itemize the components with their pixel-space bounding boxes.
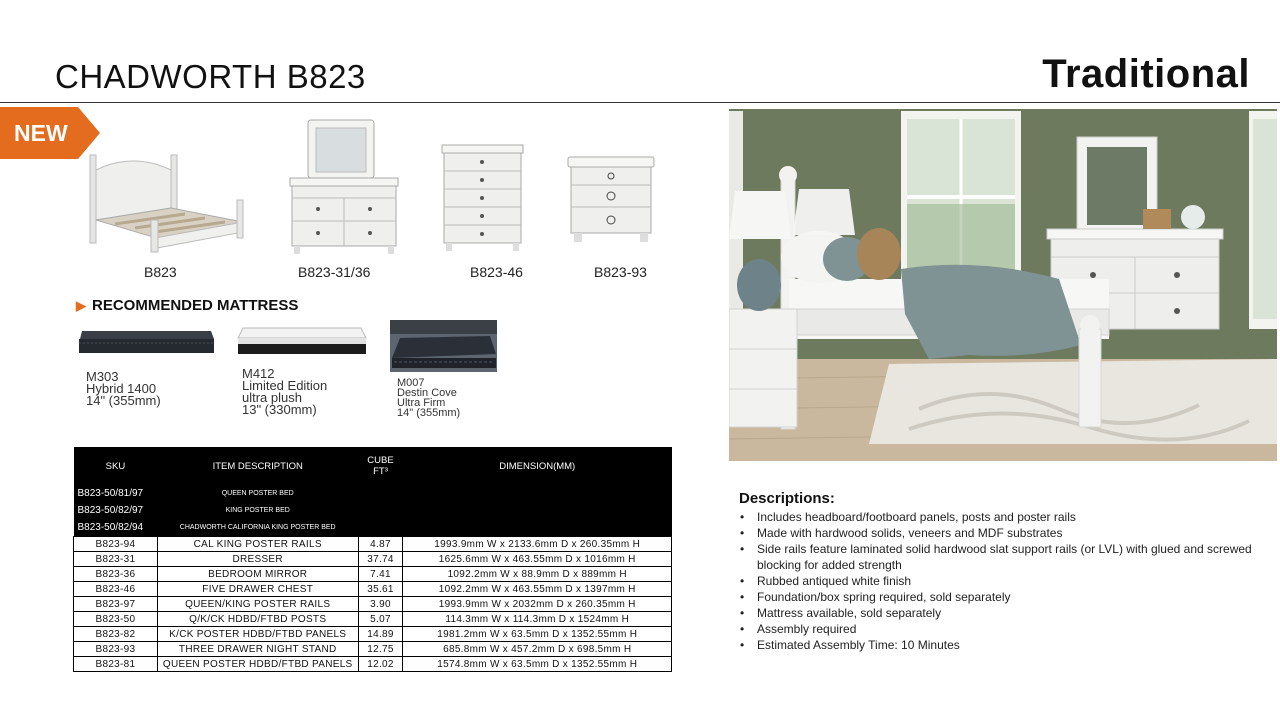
product-sku-nightstand: B823-93 xyxy=(594,264,647,280)
mattress-m303-info: M303 Hybrid 1400 14" (355mm) xyxy=(86,369,161,408)
set-row: B823-50/82/94 CHADWORTH CALIFORNIA KING POSTER BED xyxy=(74,519,672,537)
table-row: B823-97 QUEEN/KING POSTER RAILS 3.90 1993.9mm W x 2032mm D x 260.35mm H xyxy=(74,597,672,612)
header-dimension: DIMENSION(MM) xyxy=(403,447,672,485)
product-sku-dresser-mirror: B823-31/36 xyxy=(298,264,371,280)
page-title: CHADWORTH B823 xyxy=(55,58,366,95)
dresser-mirror-icon xyxy=(288,118,400,256)
list-item: • Includes headboard/footboard panels, posts and poster rails xyxy=(739,509,1259,525)
triangle-right-icon: ▶ xyxy=(76,298,86,313)
table-header-row xyxy=(74,447,672,485)
mattress-image-m007 xyxy=(390,320,497,372)
list-item: • Mattress available, sold separately xyxy=(739,605,1259,621)
mattress-m412-info: M412 Limited Edition ultra plush 13" (330mm) xyxy=(242,366,328,417)
header-sku: SKU xyxy=(74,447,158,485)
mattress-heading: ▶ RECOMMENDED MATTRESS xyxy=(76,297,299,314)
table-row: B823-93 THREE DRAWER NIGHT STAND 12.75 685.8mm W x 457.2mm D x 698.5mm H xyxy=(74,642,672,657)
product-sku-chest: B823-46 xyxy=(470,264,523,280)
table-row: B823-50 Q/K/CK HDBD/FTBD POSTS 5.07 114.3mm W x 114.3mm D x 1524mm H xyxy=(74,612,672,627)
header-divider xyxy=(0,102,1280,103)
table-row: B823-36 BEDROOM MIRROR 7.41 1092.2mm W x 88.9mm D x 889mm H xyxy=(74,567,672,582)
list-item: • Foundation/box spring required, sold separately xyxy=(739,589,1259,605)
new-badge-label: NEW xyxy=(14,120,68,146)
table-row: B823-82 K/CK POSTER HDBD/FTBD PANELS 14.89 1981.2mm W x 63.5mm D x 1352.55mm H xyxy=(74,627,672,642)
header-description: ITEM DESCRIPTION xyxy=(157,447,358,485)
descriptions-title: Descriptions: xyxy=(739,490,835,507)
table-row: B823-94 CAL KING POSTER RAILS 4.87 1993.9mm W x 2133.6mm D x 260.35mm H xyxy=(74,537,672,552)
style-label: Traditional xyxy=(1042,52,1250,96)
set-row: B823-50/82/97 KING POSTER BED xyxy=(74,502,672,519)
chest-icon xyxy=(440,143,525,253)
mattress-image-m412 xyxy=(237,326,367,358)
table-row: B823-46 FIVE DRAWER CHEST 35.61 1092.2mm W x 463.55mm D x 1397mm H xyxy=(74,582,672,597)
product-sku-bed: B823 xyxy=(144,264,177,280)
poster-bed-icon xyxy=(85,150,250,255)
table-row: B823-31 DRESSER 37.74 1625.6mm W x 463.55mm D x 1016mm H xyxy=(74,552,672,567)
list-item: • Estimated Assembly Time: 10 Minutes xyxy=(739,637,1259,653)
nightstand-icon xyxy=(566,155,656,245)
list-item: • Rubbed antiqued white finish xyxy=(739,573,1259,589)
mattress-m007-info: M007 Destin Cove Ultra Firm 14" (355mm) xyxy=(397,377,461,419)
list-item: • Side rails feature laminated solid hardwood slat support rails (or LVL) with glued and screwed blocking for added strength xyxy=(739,541,1259,573)
mattress-image-m303 xyxy=(78,325,215,357)
list-item: • Made with hardwood solids, veneers and MDF substrates xyxy=(739,525,1259,541)
bedroom-scene-photo xyxy=(729,109,1277,461)
spec-table xyxy=(73,447,672,672)
header-cube: CUBE FT³ xyxy=(358,447,403,485)
table-row: B823-81 QUEEN POSTER HDBD/FTBD PANELS 12.02 1574.8mm W x 63.5mm D x 1352.55mm H xyxy=(74,657,672,672)
list-item: • Assembly required xyxy=(739,621,1259,637)
descriptions-list xyxy=(739,509,1259,653)
set-row: B823-50/81/97 QUEEN POSTER BED xyxy=(74,485,672,502)
